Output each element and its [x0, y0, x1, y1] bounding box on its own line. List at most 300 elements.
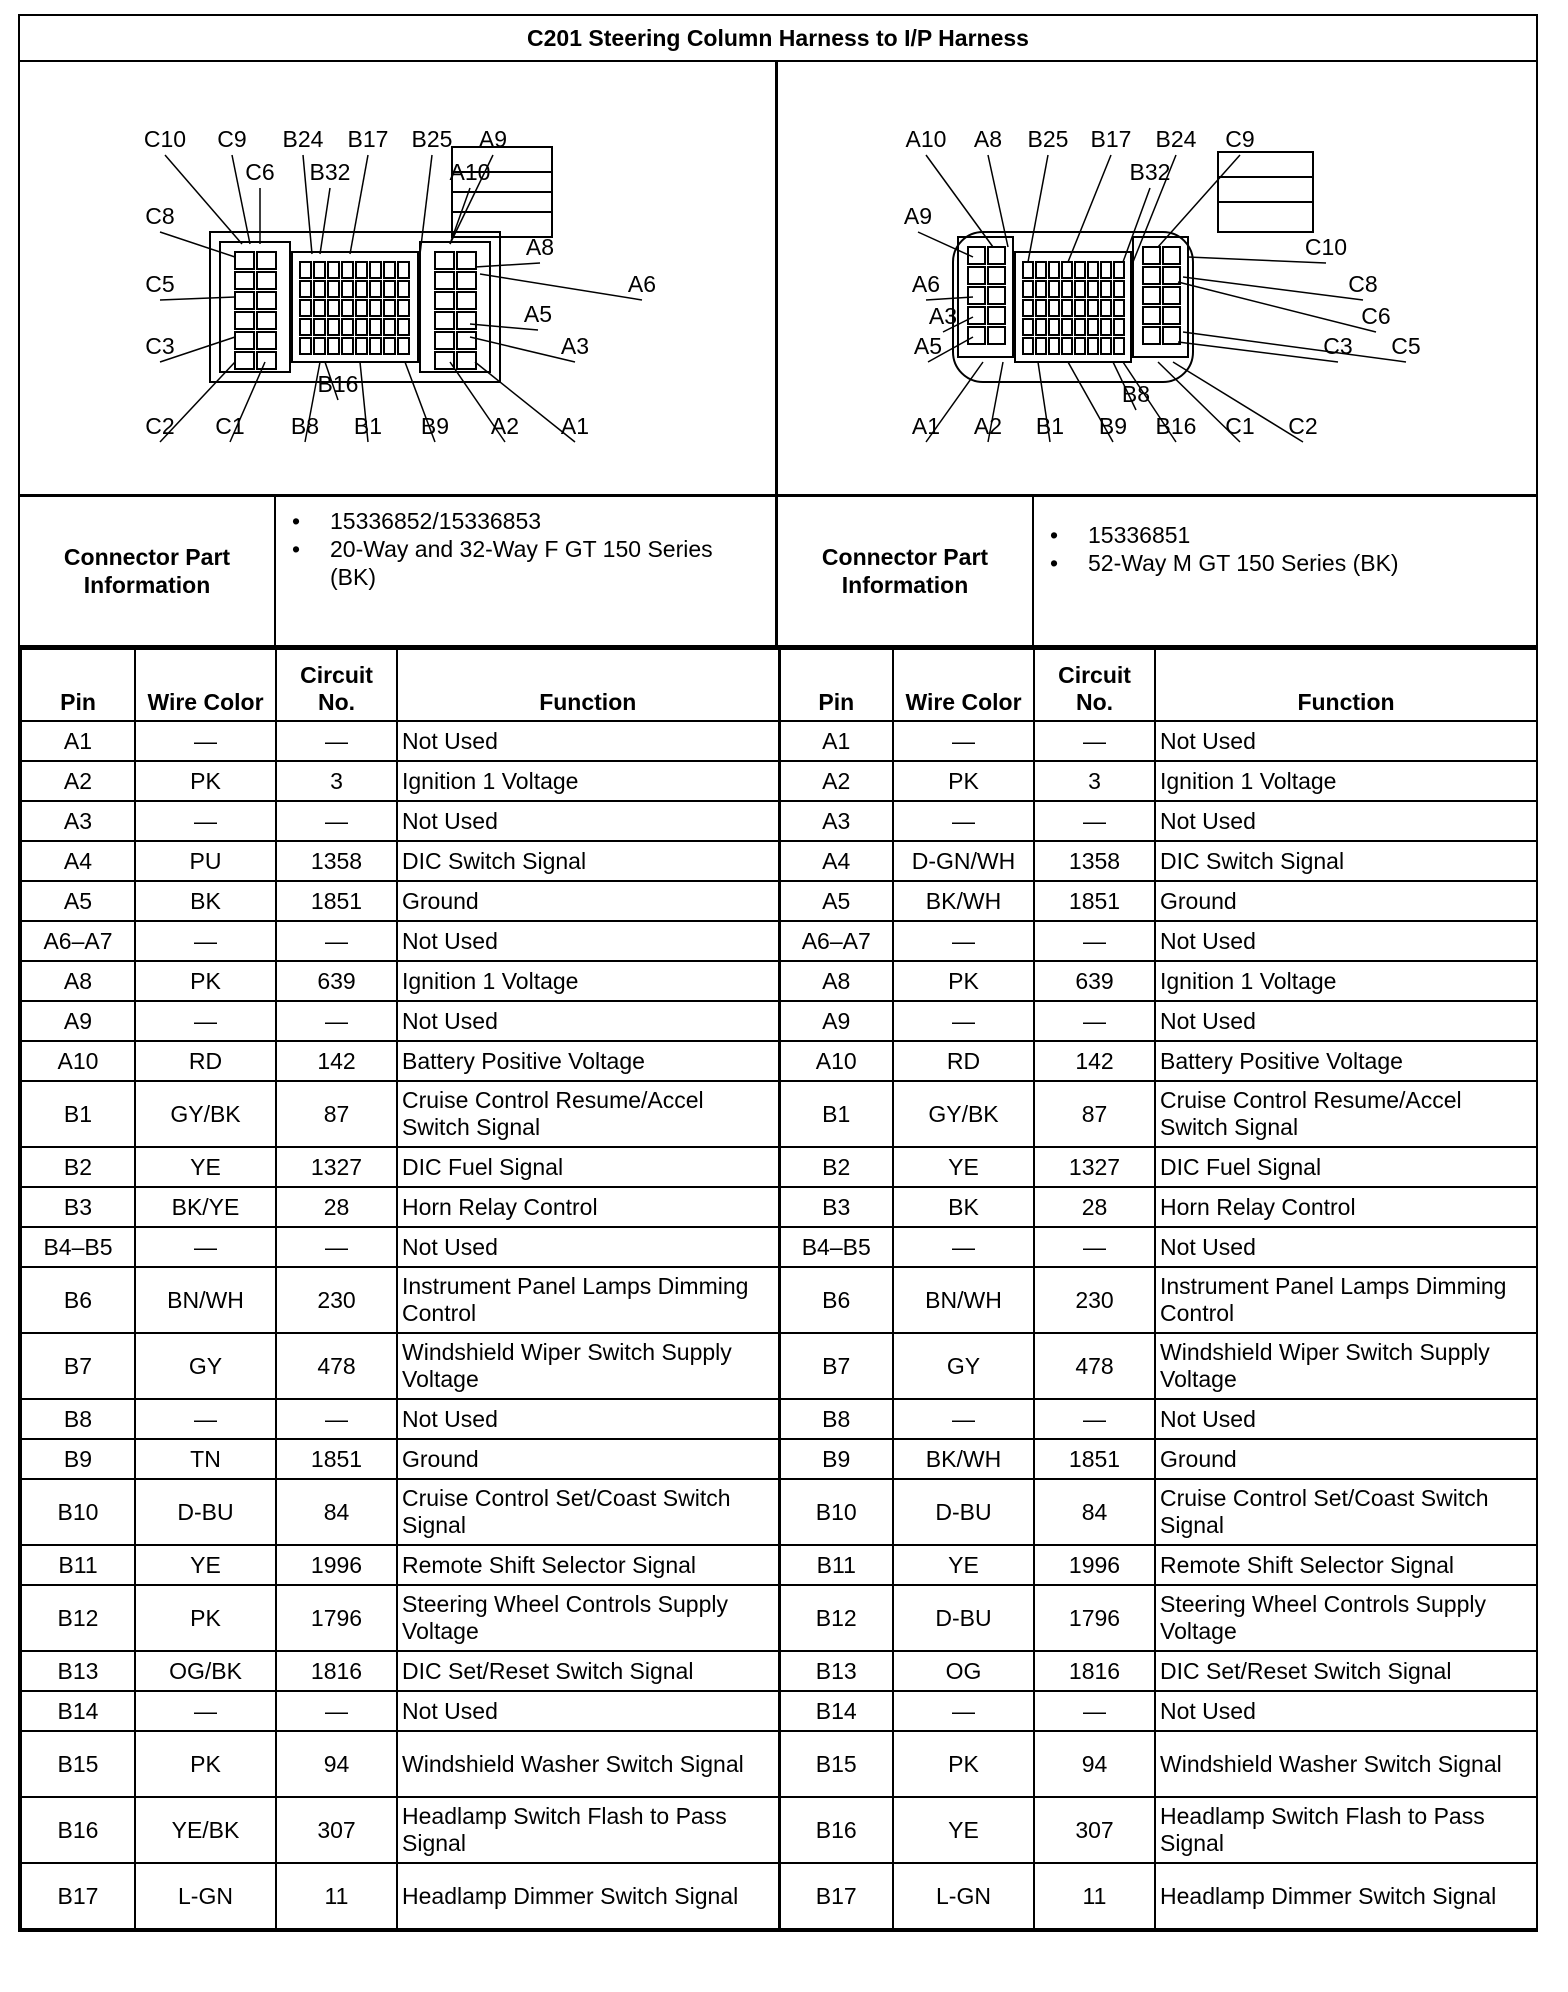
circuit-cell: 1796 [1034, 1585, 1155, 1651]
circuit-cell: — [276, 921, 397, 961]
pin-cavity [328, 262, 339, 278]
pin-label: A3 [560, 333, 590, 359]
leader-line [1123, 188, 1150, 262]
pin-label: B24 [1155, 126, 1197, 152]
function-cell: Not Used [1155, 1227, 1537, 1267]
connector-part-information [20, 497, 1536, 648]
function-cell: DIC Set/Reset Switch Signal [397, 1651, 779, 1691]
header-pin: Pin [21, 649, 135, 721]
circuit-cell: 478 [1034, 1333, 1155, 1399]
table-header-row [21, 649, 1537, 721]
pin-label: C3 [1323, 333, 1353, 359]
pin-cavity [1101, 338, 1111, 354]
left-part-number: • 15336852/15336853 [330, 507, 755, 535]
leader-line [480, 274, 642, 300]
leader-line [420, 155, 432, 254]
pin-cell: B11 [21, 1545, 135, 1585]
wire-color-cell: BK [893, 1187, 1034, 1227]
pin-label: A5 [913, 333, 943, 359]
pin-cavity [1036, 262, 1046, 278]
left-part-info [20, 497, 778, 645]
function-cell: Headlamp Dimmer Switch Signal [1155, 1863, 1537, 1929]
table-row [21, 1691, 1537, 1731]
pin-cavity [342, 281, 353, 297]
table-row [21, 1147, 1537, 1187]
header-pin: Pin [779, 649, 893, 721]
circuit-cell: — [1034, 1227, 1155, 1267]
wire-color-cell: L-GN [135, 1863, 276, 1929]
pin-label: A1 [560, 413, 590, 439]
pin-cavity [457, 272, 476, 289]
wire-color-cell: — [135, 921, 276, 961]
pin-cavity [1075, 281, 1085, 297]
pin-cavity [356, 319, 367, 335]
wire-color-cell: BK [135, 881, 276, 921]
pin-cavity [968, 327, 985, 344]
pin-label: B16 [317, 371, 359, 397]
circuit-cell: — [276, 1399, 397, 1439]
pin-cavity [1114, 338, 1124, 354]
pin-label: A1 [911, 413, 941, 439]
pin-label: B32 [309, 159, 351, 185]
function-cell: Ground [1155, 1439, 1537, 1479]
function-cell: Not Used [397, 721, 779, 761]
pin-cell: B12 [21, 1585, 135, 1651]
pin-cavity [1023, 281, 1033, 297]
pin-cavity [342, 319, 353, 335]
pin-label: B25 [1027, 126, 1069, 152]
pin-cavity [1062, 262, 1072, 278]
pin-cell: B7 [779, 1333, 893, 1399]
function-cell: Steering Wheel Controls Supply Voltage [1155, 1585, 1537, 1651]
pin-cavity [356, 338, 367, 354]
circuit-cell: — [1034, 801, 1155, 841]
table-row [21, 1081, 1537, 1147]
page-title: C201 Steering Column Harness to I/P Harness [20, 16, 1536, 62]
header-circuit: Circuit No. [1034, 649, 1155, 721]
pin-cavity [300, 281, 311, 297]
table-row [21, 1227, 1537, 1267]
pin-label: C2 [1288, 413, 1318, 439]
circuit-cell: — [276, 801, 397, 841]
pin-label: A3 [928, 303, 958, 329]
pin-cavity [235, 312, 254, 329]
pin-cavity [1036, 319, 1046, 335]
pin-cavity [398, 262, 409, 278]
table-row [21, 1863, 1537, 1929]
pin-cell: B4–B5 [779, 1227, 893, 1267]
function-cell: DIC Set/Reset Switch Signal [1155, 1651, 1537, 1691]
circuit-cell: — [1034, 921, 1155, 961]
pin-cell: B14 [779, 1691, 893, 1731]
pin-cavity [384, 262, 395, 278]
function-cell: Cruise Control Set/Coast Switch Signal [397, 1479, 779, 1545]
pin-cavity [342, 300, 353, 316]
pin-cavity [384, 281, 395, 297]
pin-cavity [1049, 300, 1059, 316]
pin-cell: B15 [779, 1731, 893, 1797]
wire-color-cell: YE [893, 1545, 1034, 1585]
wire-color-cell: L-GN [893, 1863, 1034, 1929]
table-row [21, 841, 1537, 881]
pin-label: A8 [973, 126, 1003, 152]
pin-cavity [1062, 319, 1072, 335]
pin-cell: B12 [779, 1585, 893, 1651]
pin-cavity [235, 272, 254, 289]
pin-cavity [1101, 319, 1111, 335]
function-cell: Ignition 1 Voltage [397, 961, 779, 1001]
circuit-cell: 307 [1034, 1797, 1155, 1863]
wire-color-cell: D-GN/WH [893, 841, 1034, 881]
pin-cavity [457, 312, 476, 329]
function-cell: Ignition 1 Voltage [1155, 761, 1537, 801]
pin-cavity [314, 281, 325, 297]
pin-cell: A3 [21, 801, 135, 841]
circuit-cell: 1816 [1034, 1651, 1155, 1691]
pin-cavity [384, 300, 395, 316]
pin-label: C5 [145, 271, 175, 297]
leader-line [926, 297, 973, 300]
circuit-cell: 1358 [276, 841, 397, 881]
table-row [21, 1731, 1537, 1797]
wire-color-cell: — [135, 1691, 276, 1731]
pin-label: A6 [911, 271, 941, 297]
circuit-cell: 230 [1034, 1267, 1155, 1333]
function-cell: Ignition 1 Voltage [1155, 961, 1537, 1001]
table-row [21, 1267, 1537, 1333]
wire-color-cell: YE [893, 1147, 1034, 1187]
pin-cell: A1 [21, 721, 135, 761]
function-cell: Windshield Wiper Switch Supply Voltage [397, 1333, 779, 1399]
function-cell: Windshield Washer Switch Signal [1155, 1731, 1537, 1797]
pin-label: C10 [143, 126, 187, 152]
pin-cell: B13 [21, 1651, 135, 1691]
pin-cavity [1036, 338, 1046, 354]
circuit-cell: 1996 [1034, 1545, 1155, 1585]
leader-line [475, 263, 540, 267]
pin-cell: B6 [21, 1267, 135, 1333]
pin-cavity [328, 319, 339, 335]
pin-cavity [328, 281, 339, 297]
pin-cavity [1088, 338, 1098, 354]
pin-cavity [457, 252, 476, 269]
pin-label: B32 [1129, 159, 1171, 185]
wire-color-cell: BK/YE [135, 1187, 276, 1227]
function-cell: Windshield Washer Switch Signal [397, 1731, 779, 1797]
pin-cell: B17 [21, 1863, 135, 1929]
pin-label: C8 [1348, 271, 1378, 297]
header-circuit: Circuit No. [276, 649, 397, 721]
wire-color-cell: — [135, 721, 276, 761]
pin-cavity [356, 300, 367, 316]
pin-cavity [968, 287, 985, 304]
pin-cell: B16 [21, 1797, 135, 1863]
function-cell: Not Used [397, 1399, 779, 1439]
pin-cavity [1101, 300, 1111, 316]
leader-line [1183, 277, 1363, 300]
circuit-cell: 28 [276, 1187, 397, 1227]
pin-cavity [1023, 300, 1033, 316]
function-cell: DIC Fuel Signal [1155, 1147, 1537, 1187]
leader-line [988, 155, 1008, 247]
pin-label: A8 [525, 234, 555, 260]
pin-cell: B3 [779, 1187, 893, 1227]
pin-cavity [435, 352, 454, 369]
pin-cavity [370, 281, 381, 297]
left-part-label: Connector Part Information [20, 497, 276, 645]
pin-cell: A2 [21, 761, 135, 801]
pin-cavity [235, 252, 254, 269]
header-function: Function [1155, 649, 1537, 721]
table-row [21, 1545, 1537, 1585]
pin-cavity [1143, 327, 1160, 344]
pin-label: C6 [245, 159, 275, 185]
connector-diagrams [20, 62, 1536, 497]
circuit-cell: — [1034, 721, 1155, 761]
pin-cell: A4 [21, 841, 135, 881]
pin-label: B17 [347, 126, 389, 152]
pin-cavity [1023, 262, 1033, 278]
pin-cavity [435, 312, 454, 329]
pin-cavity [1088, 281, 1098, 297]
pin-cavity [370, 338, 381, 354]
pin-cell: B10 [779, 1479, 893, 1545]
pin-label: A2 [973, 413, 1003, 439]
pin-cell: A9 [779, 1001, 893, 1041]
circuit-cell: — [276, 721, 397, 761]
pin-cell: A5 [779, 881, 893, 921]
pin-cell: B11 [779, 1545, 893, 1585]
function-cell: Battery Positive Voltage [397, 1041, 779, 1081]
pin-cavity [1163, 287, 1180, 304]
function-cell: DIC Switch Signal [397, 841, 779, 881]
pin-label: A5 [523, 301, 553, 327]
pin-cavity [257, 312, 276, 329]
function-cell: Not Used [397, 801, 779, 841]
pin-label: A9 [903, 203, 933, 229]
wire-color-cell: GY/BK [893, 1081, 1034, 1147]
pin-cavity [1075, 262, 1085, 278]
table-row [21, 721, 1537, 761]
circuit-cell: 142 [1034, 1041, 1155, 1081]
wire-color-cell: — [135, 801, 276, 841]
wire-color-cell: YE [135, 1147, 276, 1187]
pin-cavity [300, 319, 311, 335]
function-cell: Headlamp Switch Flash to Pass Signal [397, 1797, 779, 1863]
pin-cavity [328, 338, 339, 354]
pin-label: B16 [1155, 413, 1197, 439]
leader-line [320, 188, 330, 254]
pin-cavity [457, 292, 476, 309]
left-part-list [276, 497, 775, 645]
wire-color-cell: — [135, 1399, 276, 1439]
circuit-cell: 1996 [276, 1545, 397, 1585]
pin-cavity [356, 262, 367, 278]
wire-color-cell: — [893, 721, 1034, 761]
circuit-cell: 478 [276, 1333, 397, 1399]
wire-color-cell: PK [135, 1585, 276, 1651]
circuit-cell: 3 [276, 761, 397, 801]
pin-cavity [257, 352, 276, 369]
function-cell: Remote Shift Selector Signal [1155, 1545, 1537, 1585]
pin-cell: B3 [21, 1187, 135, 1227]
pin-cavity [398, 300, 409, 316]
wire-color-cell: YE/BK [135, 1797, 276, 1863]
table-row [21, 1187, 1537, 1227]
pin-label: C9 [1225, 126, 1255, 152]
function-cell: Ignition 1 Voltage [397, 761, 779, 801]
female-connector-diagram [20, 62, 778, 494]
function-cell: Cruise Control Resume/Accel Switch Signal [397, 1081, 779, 1147]
pin-cell: B9 [779, 1439, 893, 1479]
circuit-cell: 639 [1034, 961, 1155, 1001]
leader-line [160, 232, 235, 257]
pin-cell: A6–A7 [21, 921, 135, 961]
pin-cavity [370, 319, 381, 335]
pin-cavity [1114, 262, 1124, 278]
wire-color-cell: OG/BK [135, 1651, 276, 1691]
pin-cavity [1114, 281, 1124, 297]
pin-label: C2 [145, 413, 175, 439]
pin-cavity [435, 272, 454, 289]
function-cell: Not Used [397, 1691, 779, 1731]
pin-cavity [435, 292, 454, 309]
pin-cell: B9 [21, 1439, 135, 1479]
circuit-cell: 1851 [276, 881, 397, 921]
leader-line [1028, 155, 1048, 262]
pin-cavity [988, 307, 1005, 324]
pin-cavity [314, 319, 325, 335]
function-cell: Not Used [397, 1001, 779, 1041]
pin-cavity [1049, 338, 1059, 354]
circuit-cell: 1851 [1034, 881, 1155, 921]
circuit-cell: 1327 [276, 1147, 397, 1187]
pin-cavity [1088, 262, 1098, 278]
pin-cell: A3 [779, 801, 893, 841]
circuit-cell: 1327 [1034, 1147, 1155, 1187]
circuit-cell: — [276, 1227, 397, 1267]
function-cell: Not Used [1155, 1691, 1537, 1731]
pin-cavity [1114, 319, 1124, 335]
function-cell: DIC Fuel Signal [397, 1147, 779, 1187]
pin-label: C1 [1225, 413, 1255, 439]
wire-color-cell: PK [893, 1731, 1034, 1797]
function-cell: Instrument Panel Lamps Dimming Control [397, 1267, 779, 1333]
circuit-cell: 11 [276, 1863, 397, 1929]
wire-color-cell: PK [135, 961, 276, 1001]
function-cell: Not Used [1155, 801, 1537, 841]
pin-label: A6 [627, 271, 657, 297]
pin-cavity [1062, 281, 1072, 297]
pin-cavity [1163, 267, 1180, 284]
circuit-cell: 142 [276, 1041, 397, 1081]
wire-color-cell: — [135, 1227, 276, 1267]
circuit-cell: — [1034, 1001, 1155, 1041]
left-part-description: • 20-Way and 32-Way F GT 150 Series (BK) [330, 535, 755, 591]
pin-cell: A10 [21, 1041, 135, 1081]
pin-label: A9 [478, 126, 508, 152]
table-row [21, 1001, 1537, 1041]
wire-color-cell: BK/WH [893, 881, 1034, 921]
circuit-cell: 1851 [276, 1439, 397, 1479]
wire-color-cell: D-BU [893, 1479, 1034, 1545]
pin-label: C1 [215, 413, 245, 439]
wire-color-cell: PK [893, 961, 1034, 1001]
pin-cavity [1163, 307, 1180, 324]
function-cell: Not Used [1155, 721, 1537, 761]
pin-label: B8 [1121, 381, 1151, 407]
circuit-cell: 307 [276, 1797, 397, 1863]
circuit-cell: 87 [1034, 1081, 1155, 1147]
header-wire-color: Wire Color [893, 649, 1034, 721]
table-row [21, 1041, 1537, 1081]
table-row [21, 881, 1537, 921]
pin-cell: B7 [21, 1333, 135, 1399]
right-part-info [778, 497, 1536, 645]
wire-color-cell: — [893, 921, 1034, 961]
pin-cavity [398, 281, 409, 297]
function-cell: DIC Switch Signal [1155, 841, 1537, 881]
table-row [21, 1333, 1537, 1399]
pin-label: B25 [411, 126, 453, 152]
pin-label: C9 [217, 126, 247, 152]
pin-cell: B17 [779, 1863, 893, 1929]
table-row [21, 801, 1537, 841]
pin-cavity [384, 338, 395, 354]
pin-cavity [1101, 281, 1111, 297]
pin-cavity [457, 352, 476, 369]
wire-color-cell: — [893, 1399, 1034, 1439]
circuit-cell: 1796 [276, 1585, 397, 1651]
table-row [21, 1651, 1537, 1691]
pin-cell: B2 [21, 1147, 135, 1187]
pin-label: B17 [1090, 126, 1132, 152]
circuit-cell: 94 [1034, 1731, 1155, 1797]
pin-label: C5 [1391, 333, 1421, 359]
table-row [21, 1585, 1537, 1651]
pin-label: B9 [1098, 413, 1128, 439]
pinout-sheet [18, 14, 1538, 1932]
pin-cavity [235, 292, 254, 309]
leader-line [470, 337, 575, 362]
wire-color-cell: D-BU [135, 1479, 276, 1545]
pin-cell: B14 [21, 1691, 135, 1731]
wire-color-cell: — [893, 1227, 1034, 1267]
pin-cavity [1114, 300, 1124, 316]
pin-label: B24 [282, 126, 324, 152]
circuit-cell: 28 [1034, 1187, 1155, 1227]
table-row [21, 921, 1537, 961]
wire-color-cell: D-BU [893, 1585, 1034, 1651]
function-cell: Not Used [397, 921, 779, 961]
function-cell: Not Used [1155, 1399, 1537, 1439]
pin-cavity [1075, 338, 1085, 354]
leader-line [165, 155, 242, 244]
wire-color-cell: PK [135, 1731, 276, 1797]
pin-label: A10 [905, 126, 947, 152]
pin-cell: B8 [21, 1399, 135, 1439]
pin-cavity [457, 332, 476, 349]
pin-cavity [314, 300, 325, 316]
pin-cavity [398, 338, 409, 354]
wire-color-cell: PU [135, 841, 276, 881]
function-cell: Ground [1155, 881, 1537, 921]
pin-cavity [314, 338, 325, 354]
wire-color-cell: YE [135, 1545, 276, 1585]
circuit-cell: 639 [276, 961, 397, 1001]
function-cell: Headlamp Switch Flash to Pass Signal [1155, 1797, 1537, 1863]
function-cell: Cruise Control Set/Coast Switch Signal [1155, 1479, 1537, 1545]
